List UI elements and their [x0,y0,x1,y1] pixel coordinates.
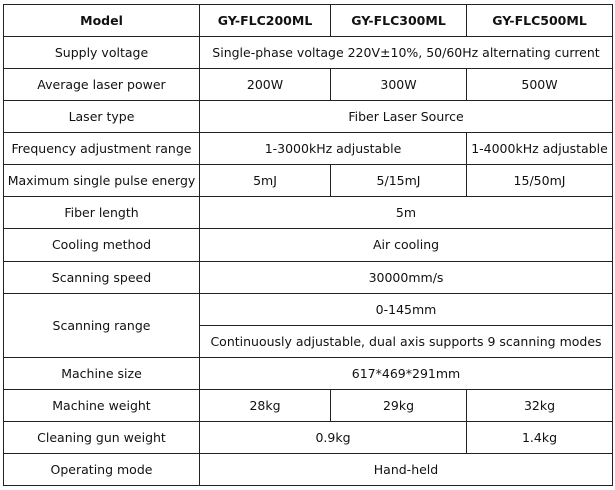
value-operating-mode: Hand-held [200,453,613,485]
value-power-200: 200W [200,69,331,101]
value-frequency-200-300: 1-3000kHz adjustable [200,133,467,165]
value-weight-200: 28kg [200,389,331,421]
label-cooling-method: Cooling method [4,229,200,261]
label-fiber-length: Fiber length [4,197,200,229]
model-gy-flc500ml: GY-FLC500ML [467,5,613,37]
value-fiber-length: 5m [200,197,613,229]
row-operating-mode [4,453,613,485]
row-laser-type [4,101,613,133]
row-scanning-range-1 [4,293,613,325]
value-cooling-method: Air cooling [200,229,613,261]
row-frequency-adjustment-range [4,133,613,165]
model-gy-flc300ml: GY-FLC300ML [331,5,467,37]
value-machine-size: 617*469*291mm [200,357,613,389]
spec-table [3,4,613,486]
value-frequency-500: 1-4000kHz adjustable [467,133,613,165]
value-power-300: 300W [331,69,467,101]
row-average-laser-power [4,69,613,101]
value-gun-weight-500: 1.4kg [467,421,613,453]
row-cooling-method [4,229,613,261]
value-pulse-energy-200: 5mJ [200,165,331,197]
value-supply-voltage: Single-phase voltage 220V±10%, 50/60Hz alternating current [200,37,613,69]
row-max-single-pulse-energy [4,165,613,197]
row-cleaning-gun-weight [4,421,613,453]
label-scanning-speed: Scanning speed [4,261,200,293]
value-scanning-range: 0-145mm [200,293,613,325]
label-supply-voltage: Supply voltage [4,37,200,69]
model-gy-flc200ml: GY-FLC200ML [200,5,331,37]
row-scanning-speed [4,261,613,293]
value-pulse-energy-500: 15/50mJ [467,165,613,197]
label-average-laser-power: Average laser power [4,69,200,101]
value-weight-500: 32kg [467,389,613,421]
value-scanning-modes: Continuously adjustable, dual axis supports 9 scanning modes [200,325,613,357]
value-pulse-energy-300: 5/15mJ [331,165,467,197]
label-cleaning-gun-weight: Cleaning gun weight [4,421,200,453]
label-laser-type: Laser type [4,101,200,133]
value-weight-300: 29kg [331,389,467,421]
value-gun-weight-200-300: 0.9kg [200,421,467,453]
label-frequency-adjustment-range: Frequency adjustment range [4,133,200,165]
value-scanning-speed: 30000mm/s [200,261,613,293]
row-supply-voltage [4,37,613,69]
row-fiber-length [4,197,613,229]
label-max-single-pulse-energy: Maximum single pulse energy [4,165,200,197]
label-machine-weight: Machine weight [4,389,200,421]
label-scanning-range: Scanning range [4,293,200,357]
model-header: Model [4,5,200,37]
value-power-500: 500W [467,69,613,101]
header-row [4,5,613,37]
row-machine-weight [4,389,613,421]
value-laser-type: Fiber Laser Source [200,101,613,133]
row-machine-size [4,357,613,389]
label-operating-mode: Operating mode [4,453,200,485]
label-machine-size: Machine size [4,357,200,389]
